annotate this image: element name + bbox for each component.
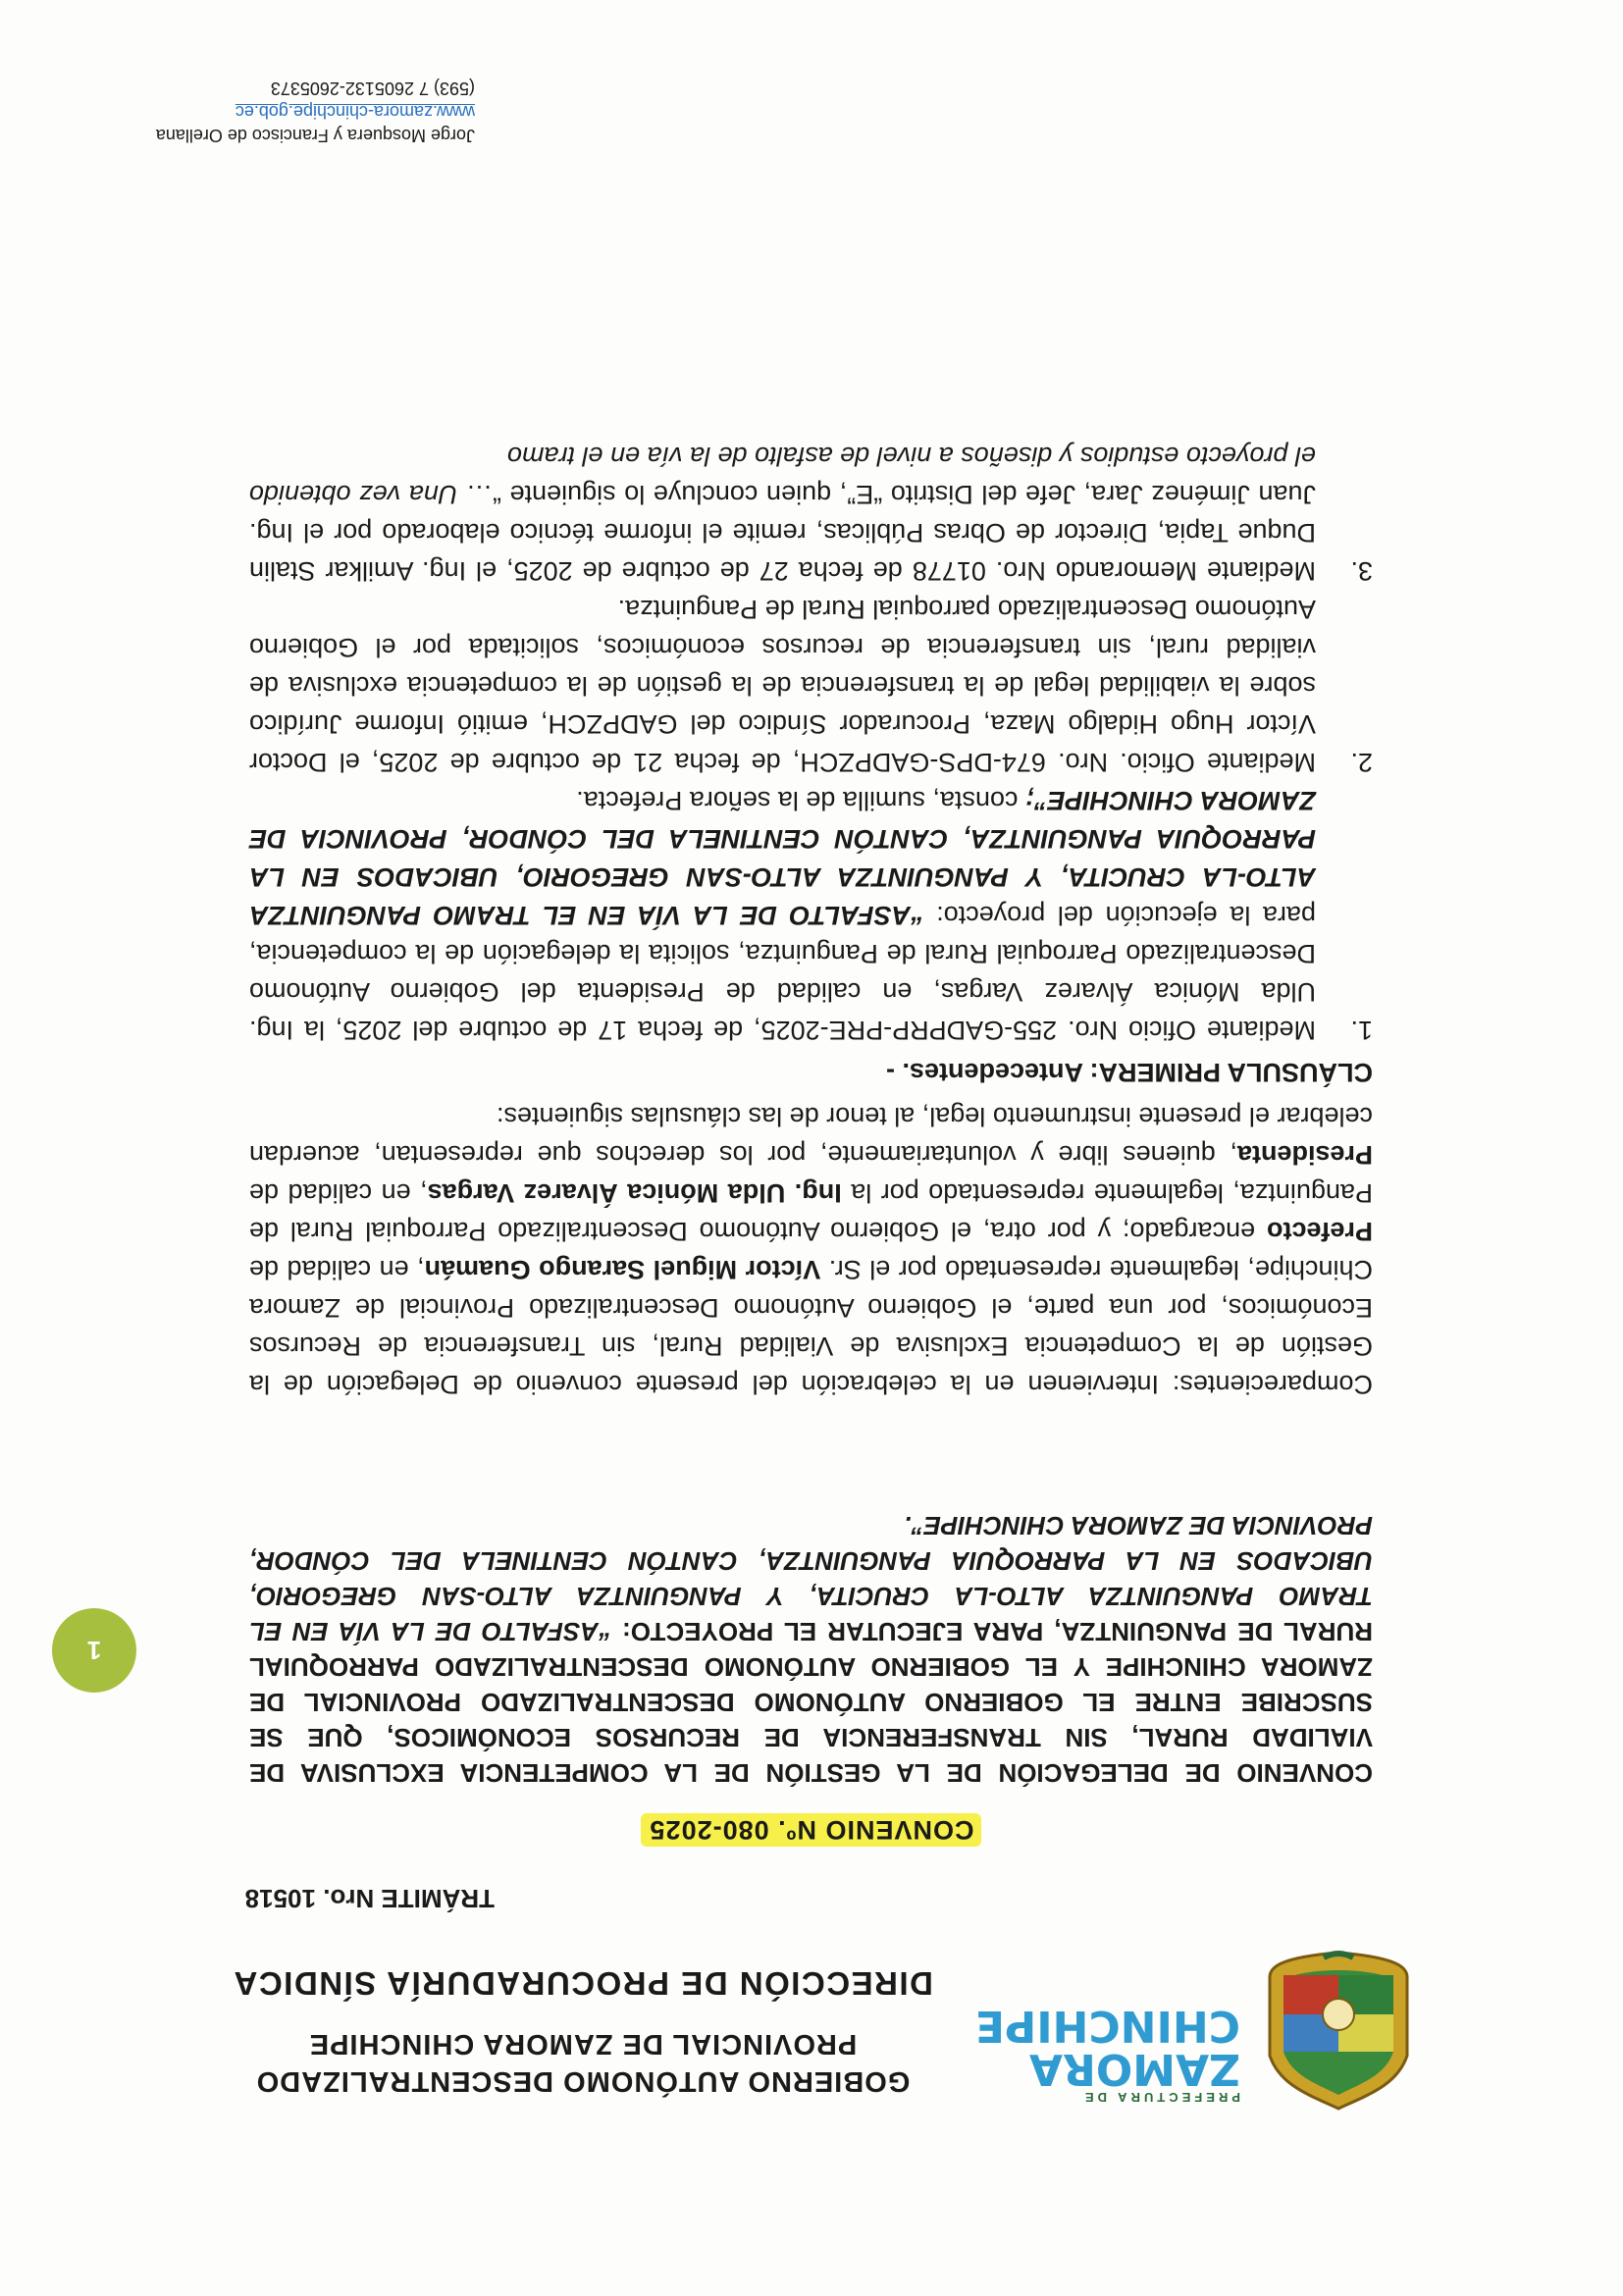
item-number-1: 1. xyxy=(1350,1016,1373,1045)
page-footer xyxy=(151,77,475,147)
institution-name xyxy=(220,2025,946,2100)
comp-text-1: Comparecientes: Intervienen en la celebración del presente convenio de Delegación de la Gestión de la Competencia Exclusiva de Vialidad Rural, sin Transferencia de Recursos Económicos, por una parte, el Gobierno Autónomo Descentralizado Provincial de Zamora Chinchipe, legalmente representado por el Sr. xyxy=(249,1255,1373,1399)
convenio-number-wrap xyxy=(0,1814,1623,1845)
footer-address: Jorge Mosquera y Francisco de Orellana xyxy=(155,126,475,145)
convenio-number: CONVENIO Nº. 080-2025 xyxy=(642,1813,982,1847)
comp-text-4: , en calidad de xyxy=(249,1178,428,1208)
item-text-3 xyxy=(249,437,1316,590)
document-body xyxy=(249,437,1373,1403)
comp-text-5: , quienes libre y voluntariamente, por los derechos que representan, acuerdan celebrar el presente instrumento legal, al tenor de las cláusulas siguientes: xyxy=(249,1102,1373,1170)
logo-line-1: ZAMORA xyxy=(1028,2044,1240,2094)
item-1-text-c: consta, sumilla de la señora Prefecta. xyxy=(576,786,1025,815)
item-1-text-a: Mediante Oficio Nro. 255-GADPRP-PRE-2025, de fecha 17 de octubre del 2025, la Ing. Ulda Mónica Álvarez Vargas, en calidad de Presidenta del Gobierno Autónomo Descentralizado Parroquial Rural de Panguintza, solicita la delegación de la competencia, para la ejecución del proyecto: xyxy=(249,901,1316,1045)
comp-prefect-role: Prefecto xyxy=(1266,1217,1373,1246)
item-text-2: Mediante Oficio. Nro. 674-DPS-GADPZCH, de fecha 21 de octubre de 2025, el Doctor Víctor Hugo Hidalgo Maza, Procurador Síndico del GADPZCH, emitió Informe Jurídico sobre la viabilidad legal de la transferencia de la gestión de la competencia exclusiva de vialidad rural, sin transferencia de recursos económicos, solicitada por el Gobierno Autónomo Descentralizado parroquial Rural de Panguintza. xyxy=(249,595,1316,777)
item-3-text-a: Mediante Memorando Nro. 01778 de fecha 27 de octubre de 2025, el Ing. Amilkar Stalin Duque Tapia, Director de Obras Públicas, remite el informe técnico elaborado por el Ing. Juan Jiménez Jara, Jefe del Distrito “E”, quien concluye lo siguiente “… xyxy=(249,480,1316,586)
item-number-3: 3. xyxy=(1350,556,1373,586)
prefecture-wordmark xyxy=(974,2001,1240,2105)
antecedente-item-1 xyxy=(249,781,1373,1049)
comparecientes-paragraph xyxy=(249,1097,1373,1403)
item-number-2: 2. xyxy=(1350,748,1373,777)
direction-title: DIRECCIÓN DE PROCURADURÍA SÍNDICA xyxy=(233,1965,933,2002)
logo-line-2: CHINCHIPE xyxy=(974,2001,1240,2051)
footer-website-link[interactable]: www.zamora-chinchipe.gob.ec xyxy=(235,102,475,122)
footer-phone: (593) 7 2605132-2605373 xyxy=(270,78,475,98)
page-number-badge: 1 xyxy=(52,1608,136,1693)
logo-small-text: PREFECTURA DE xyxy=(1080,2090,1240,2105)
antecedente-item-3 xyxy=(249,437,1373,590)
clausula-primera-title: CLÁUSULA PRIMERA: Antecedentes. - xyxy=(885,1058,1373,1087)
tramite-number: TRÁMITE Nro. 10518 xyxy=(244,1884,495,1913)
comp-text-2: , en calidad de xyxy=(249,1255,425,1284)
comp-text-3: encargado; y por otra, el Gobierno Autónomo Descentralizado Parroquial Rural de Panguintza, legalmente representado por la xyxy=(249,1178,1373,1246)
prefecture-emblem xyxy=(1250,1948,1427,2114)
comp-prefect-name: Víctor Miguel Sarango Guamán xyxy=(424,1255,821,1284)
title-part-1: CONVENIO DE DELEGACIÓN DE LA GESTIÓN DE LA COMPETENCIA EXCLUSIVA DE VIALIDAD RURAL, SIN TRANSFERENCIA DE RECURSOS ECONÓMICOS, QUE SE SUSCRIBE ENTRE EL GOBIERNO AUTÓNOMO DESCENTRALIZADO PROVINCIAL DE ZAMORA CHINCHIPE Y EL GOBIERNO AUTÓNOMO DESCENTRALIZADO PARROQUIAL RURAL DE PANGUINTZA, PARA EJECUTAR EL PROYECTO: xyxy=(249,1617,1373,1788)
item-1-project-name: “ASFALTO DE LA VÍA EN EL TRAMO PANGUINTZA ALTO-LA CRUCITA, Y PANGUINTZA ALTO-SAN GREGORIO, UBICADOS EN LA PARROQUIA PANGUINTZA, CANTÓN CENTINELA DEL CÓNDOR, PROVINCIA DE ZAMORA CHINCHIPE”; xyxy=(249,786,1316,930)
item-text-1 xyxy=(249,781,1316,1049)
agreement-title xyxy=(249,1508,1373,1791)
comp-president-role: Presidenta xyxy=(1236,1140,1373,1170)
institution-line-2: PROVINCIAL DE ZAMORA CHINCHIPE xyxy=(308,2028,858,2060)
institution-line-1: GOBIERNO AUTÓNOMO DESCENTRALIZADO xyxy=(255,2065,911,2097)
item-3-quote: Una vez obtenido el proyecto estudios y diseños a nivel de asfalto de la vía en el tramo xyxy=(249,442,1316,509)
title-part-2: “ASFALTO DE LA VÍA EN EL TRAMO PANGUINTZA ALTO-LA CRUCITA, Y PANGUINTZA ALTO-SAN GREGORIO, UBICADOS EN LA PARROQUIA PANGUINTZA, CANTÓN CENTINELA DEL CÓNDOR, PROVINCIA DE ZAMORA CHINCHIPE”. xyxy=(248,1511,1373,1646)
comp-president-name: Ing. Ulda Mónica Álvarez Vargas xyxy=(427,1178,842,1208)
antecedente-item-2 xyxy=(249,590,1373,781)
